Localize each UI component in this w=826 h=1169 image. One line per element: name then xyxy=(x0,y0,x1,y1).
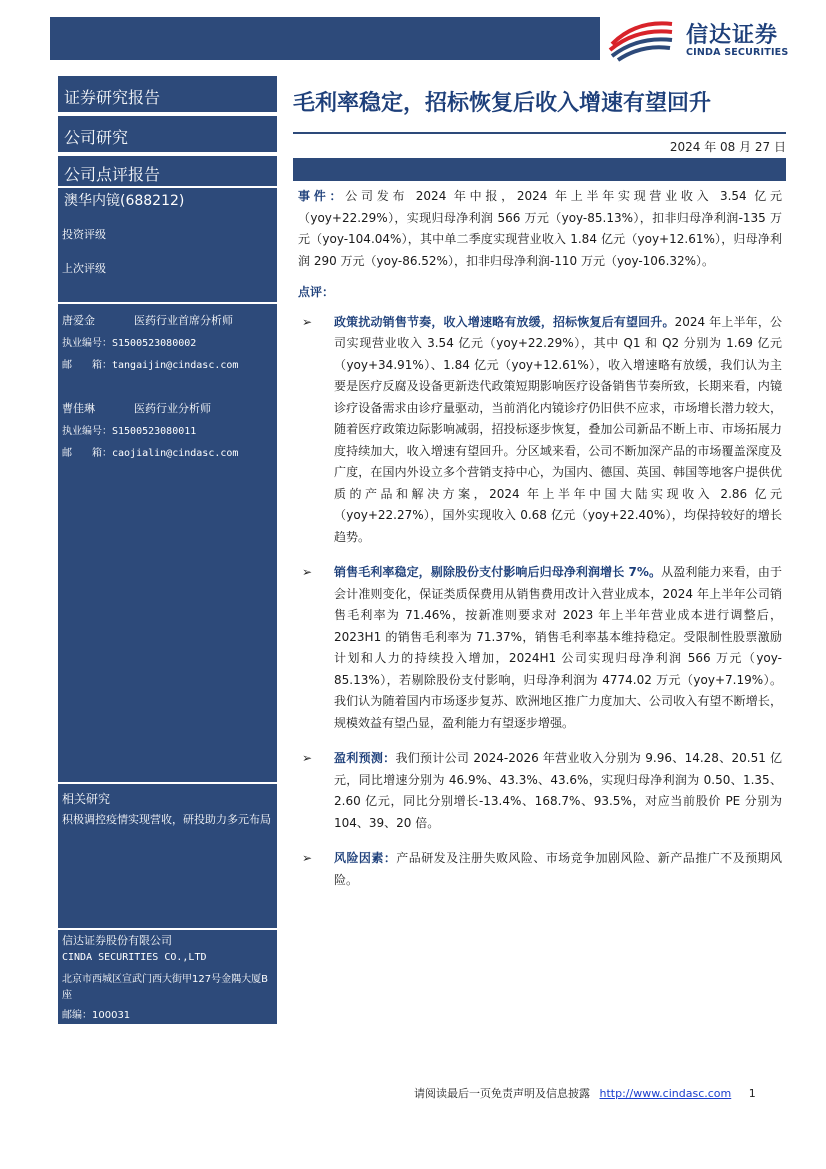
analyst-block xyxy=(58,304,277,782)
report-subcategory: 公司点评报告 xyxy=(64,165,161,184)
arrow-bullet-icon: ➢ xyxy=(302,751,313,765)
analyst-email: 邮 箱：caojialin@cindasc.com xyxy=(62,448,239,459)
analyst-cert: 执业编号：S1500523080011 xyxy=(62,426,197,437)
arrow-bullet-icon: ➢ xyxy=(302,565,313,579)
bullet-heading: 政策扰动销售节奏，收入增速略有放缓，招标恢复后有望回升。 xyxy=(334,314,675,329)
event-label: 事件： xyxy=(298,189,346,203)
related-block xyxy=(58,784,277,928)
category-block xyxy=(58,116,277,152)
stock-block xyxy=(58,188,277,302)
header-bar xyxy=(50,17,600,60)
company-en: CINDA SECURITIES CO.,LTD xyxy=(62,952,207,963)
bullet-heading: 盈利预测： xyxy=(334,751,396,765)
list-item xyxy=(298,312,782,549)
last-rating-label: 上次评级 xyxy=(62,262,106,275)
report-body xyxy=(298,186,782,905)
report-category: 公司研究 xyxy=(64,128,129,147)
analyst-email: 邮 箱：tangaijin@cindasc.com xyxy=(62,360,239,371)
related-item[interactable]: 积极调控疫情实现营收，研投助力多元布局 xyxy=(62,813,271,826)
footer-link[interactable]: http://www.cindasc.com xyxy=(599,1087,732,1100)
page-title: 毛利率稳定，招标恢复后收入增速有望回升 xyxy=(293,91,712,116)
title-rule xyxy=(293,132,786,134)
section-bar xyxy=(293,158,786,181)
report-type-block xyxy=(58,76,277,112)
rating-label: 投资评级 xyxy=(62,228,106,241)
company-cn: 信达证券股份有限公司 xyxy=(62,934,172,947)
bullet-text: 产品研发及注册失败风险、市场竞争加剧风险、新产品推广不及预期风险。 xyxy=(334,851,782,887)
report-date: 2024 年 08 月 27 日 xyxy=(669,140,786,154)
footer-notice: 请阅读最后一页免责声明及信息披露 xyxy=(414,1087,590,1100)
cinda-logo xyxy=(606,14,806,64)
bullet-text: 2024 年上半年，公司实现营业收入 3.54 亿元（yoy+22.29%），其中 Q1 和 Q2 分别为 1.69 亿元（yoy+34.91%）、1.84 亿元（yoy+12.61%），收入增速略有放缓，我们认为主要是医疗反腐及设备更新迭代政策短期影响医疗设备销售节奏所致，长期来看，内镜诊疗设备需求由诊疗量驱动，当前消化内镜诊疗仍旧供不应求，市场增长潜力较大，随着医疗政策边际影响减弱，招投标逐步恢复，叠加公司新品不断上市、市场拓展力度持续加大，收入增速有望回升。分区域来看，公司不断加深产品的市场覆盖深度及广度，在国内外设立多个营销支持中心，为国内、德国、英国、韩国等地客户提供优质的产品和解决方案，2024 年上半年中国大陆实现收入 2.86 亿元（yoy+22.27%），国外实现收入 0.68 亿元（yoy+22.40%），均保持较好的增长趋势。 xyxy=(334,314,782,544)
subcategory-block xyxy=(58,156,277,186)
page-number: 1 xyxy=(748,1087,756,1100)
report-type: 证券研究报告 xyxy=(64,88,161,107)
analyst-name: 曹佳琳 xyxy=(62,402,95,415)
analyst-title: 医药行业分析师 xyxy=(134,402,211,415)
list-item xyxy=(298,562,782,734)
arrow-bullet-icon: ➢ xyxy=(302,851,313,865)
list-item xyxy=(298,748,782,834)
bullet-text: 我们预计公司 2024-2026 年营业收入分别为 9.96、14.28、20.51 亿元，同比增速分别为 46.9%、43.3%、43.6%，实现归母净利润为 0.50、1.35、2.60 亿元，同比分别增长-13.4%、168.7%、93.5%，对应当前股价 PE 分别为 104、39、20 倍。 xyxy=(334,751,782,830)
analyst-title: 医药行业首席分析师 xyxy=(134,314,233,327)
company-block xyxy=(58,930,277,1024)
bullet-text: 从盈利能力来看，由于会计准则变化，保证类质保费用从销售费用改计入营业成本，2024 年上半年公司销售毛利率为 71.46%，按新准则要求对 2023 年上半年营业成本进行调整后，2023H1 的销售毛利率为 71.37%，销售毛利率基本维持稳定。受限制性股票激励计划和人力的持续投入增加，2024H1 公司实现归母净利润 566 万元（yoy-85.13%），若剔除股份支付影响，归母净利润为 4774.02 万元（yoy+7.19%）。我们认为随着国内市场逐步复苏、欧洲地区推广力度加大、公司收入有望不断增长，规模效益有望凸显，盈利能力有望逐步增强。 xyxy=(334,565,782,730)
bullet-heading: 销售毛利率稳定，剔除股份支付影响后归母净利润增长 7%。 xyxy=(334,565,662,579)
logo-name: 信达证券 xyxy=(686,23,779,48)
page-footer xyxy=(414,1085,756,1101)
stock-name: 澳华内镜(688212) xyxy=(64,193,185,209)
related-label: 相关研究 xyxy=(62,792,111,806)
company-address: 北京市西城区宣武门西大街甲127号金隅大厦B座 xyxy=(62,974,268,1001)
analyst-name: 唐爱金 xyxy=(62,314,95,327)
event-text: 公司发布 2024 年中报，2024 年上半年实现营业收入 3.54 亿元（yoy+22.29%），实现归母净利润 566 万元（yoy-85.13%），扣非归母净利润-135 万元（yoy-104.04%），其中单二季度实现营业收入 1.84 亿元（yoy+12.61%），归母净利润 290 万元（yoy-86.52%），扣非归母净利润-110 万元（yoy-106.32%）。 xyxy=(298,189,782,268)
cinda-logo-icon xyxy=(606,14,678,64)
company-postcode: 邮编：100031 xyxy=(62,1010,131,1021)
comment-label: 点评： xyxy=(298,285,335,299)
list-item xyxy=(298,848,782,891)
arrow-bullet-icon: ➢ xyxy=(302,314,313,329)
bullet-heading: 风险因素： xyxy=(334,851,397,865)
event-paragraph xyxy=(298,186,782,272)
logo-subtitle: CINDA SECURITIES xyxy=(686,47,789,58)
analyst-cert: 执业编号：S1500523080002 xyxy=(62,338,197,349)
